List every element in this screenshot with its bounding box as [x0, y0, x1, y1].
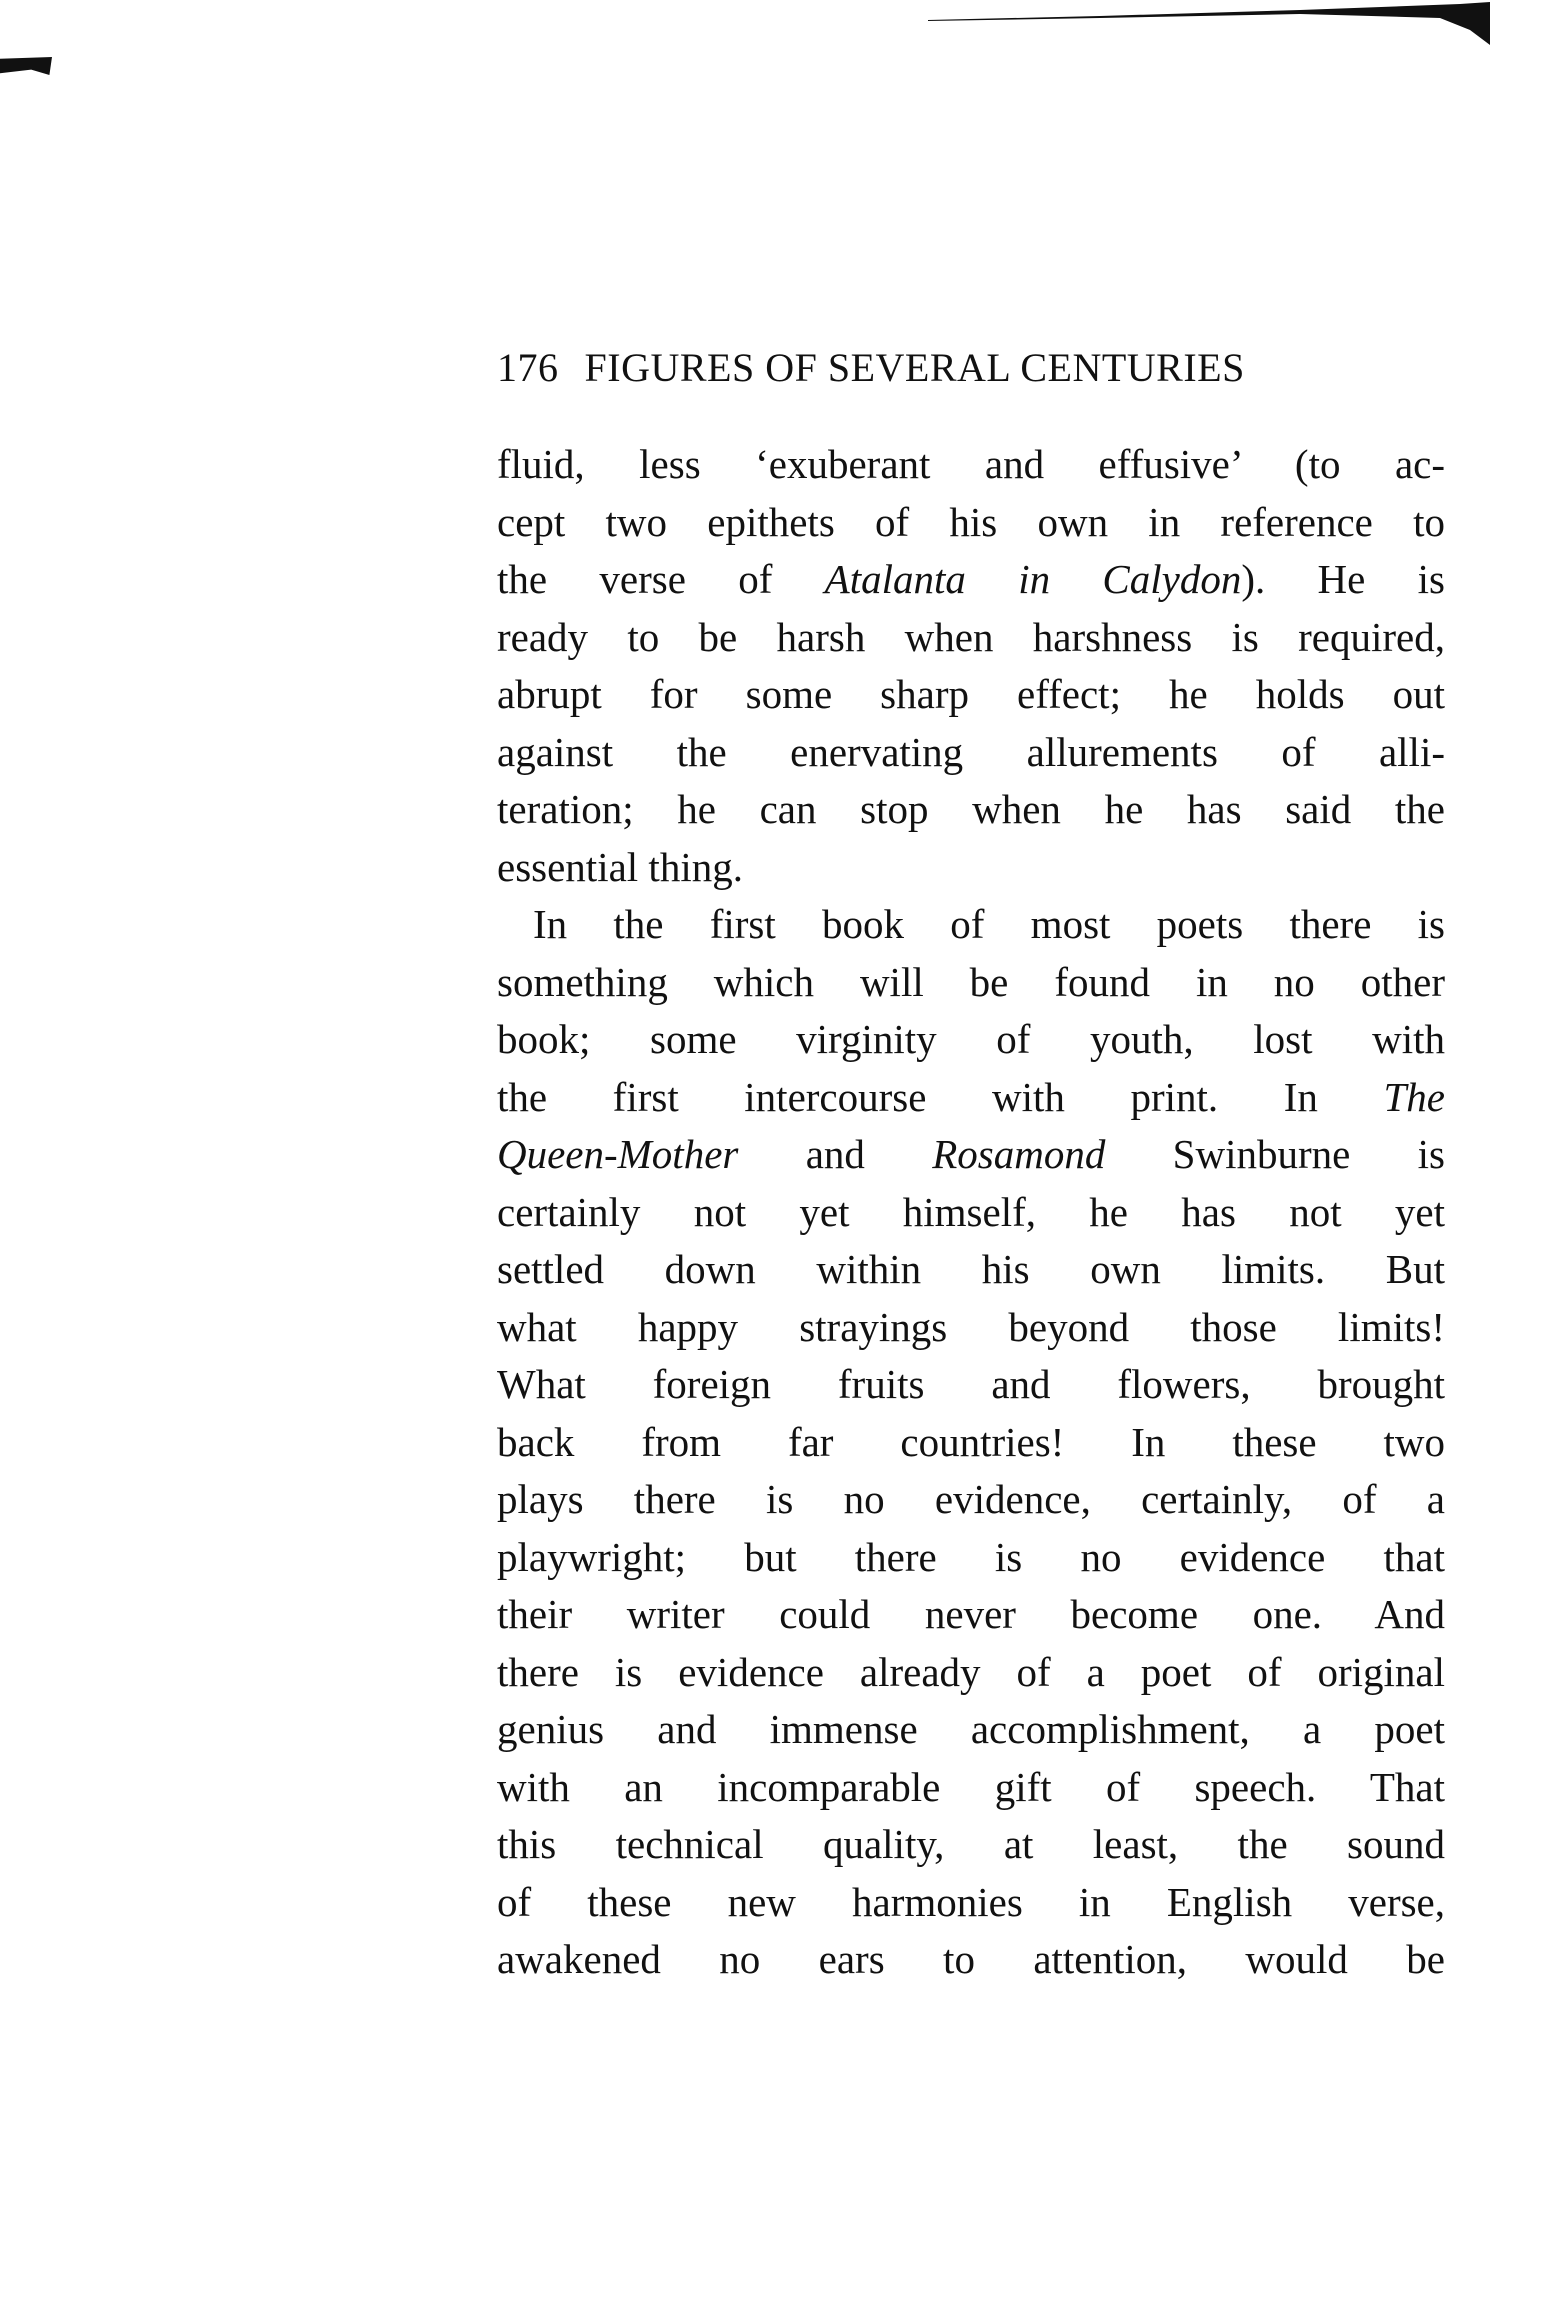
italic-title: Atalanta in Calydon	[824, 556, 1242, 602]
text-line	[497, 1299, 1445, 1357]
text-segment: plays there is no evidence, certainly, of a	[497, 1476, 1445, 1522]
text-segment: back from far countries! In these two	[497, 1418, 1445, 1465]
text-line	[497, 839, 1445, 897]
italic-title: Queen-Mother	[497, 1131, 739, 1177]
text-line	[497, 609, 1445, 667]
text-segment: certainly not yet himself, he has not yet	[497, 1188, 1445, 1235]
text-line	[497, 1471, 1445, 1529]
scan-edge-shadow	[900, 0, 1552, 60]
text-line	[497, 724, 1445, 782]
text-segment: book; some virginity of youth, lost with	[497, 1016, 1445, 1062]
text-segment: What foreign fruits and flowers, brought	[497, 1361, 1445, 1407]
text-line	[497, 1241, 1445, 1299]
text-segment: the first intercourse with print. In	[497, 1073, 1384, 1120]
text-line	[497, 1356, 1445, 1414]
text-segment: there is evidence already of a poet of original	[497, 1648, 1445, 1695]
text-line	[497, 1414, 1445, 1472]
text-segment: of these new harmonies in English verse,	[497, 1878, 1445, 1925]
text-segment: their writer could never become one. And	[497, 1591, 1445, 1637]
text-line	[497, 1011, 1445, 1069]
text-segment: playwright; but there is no evidence that	[497, 1533, 1445, 1580]
italic-title: Rosamond	[932, 1131, 1106, 1177]
text-line	[497, 1874, 1445, 1932]
text-line	[497, 1069, 1445, 1127]
running-title: FIGURES OF SEVERAL CENTURIES	[584, 345, 1245, 390]
text-line	[497, 436, 1445, 494]
text-line	[497, 1816, 1445, 1874]
text-segment: with an incomparable gift of speech. That	[497, 1763, 1445, 1810]
text-segment: what happy strayings beyond those limits!	[497, 1303, 1445, 1350]
running-header	[497, 340, 1421, 396]
text-segment: fluid, less ‘exuberant and effusive’ (to ac-	[497, 441, 1445, 487]
text-line	[497, 1644, 1445, 1702]
text-segment: this technical quality, at least, the sound	[497, 1821, 1445, 1867]
text-segment: ready to be harsh when harshness is required,	[497, 613, 1445, 660]
text-segment: teration; he can stop when he has said the	[497, 786, 1445, 832]
text-line	[497, 551, 1445, 609]
text-segment: In the first book of most poets there is	[533, 901, 1445, 947]
text-line	[497, 494, 1445, 552]
text-line	[497, 1126, 1445, 1184]
text-segment: cept two epithets of his own in reference to	[497, 498, 1445, 545]
text-line	[497, 896, 1445, 954]
text-line	[497, 1931, 1445, 1989]
text-segment: Swinburne is	[1105, 1131, 1446, 1177]
text-line	[497, 1759, 1445, 1817]
text-segment: essential thing.	[497, 843, 743, 890]
text-line	[497, 1586, 1445, 1644]
body-text	[497, 436, 1445, 1989]
text-segment: something which will be found in no other	[497, 958, 1445, 1005]
text-line	[497, 781, 1445, 839]
text-segment: settled down within his own limits. But	[497, 1246, 1445, 1292]
text-line	[497, 1701, 1445, 1759]
text-line	[497, 954, 1445, 1012]
text-segment: ). He is	[1241, 556, 1445, 602]
text-segment: and	[738, 1131, 933, 1177]
text-line	[497, 1529, 1445, 1587]
italic-title: The	[1383, 1073, 1445, 1120]
text-segment: abrupt for some sharp effect; he holds out	[497, 671, 1445, 717]
text-segment: the verse of	[497, 556, 825, 602]
text-segment: genius and immense accomplishment, a poet	[497, 1706, 1445, 1752]
text-line	[497, 666, 1445, 724]
text-segment: awakened no ears to attention, would be	[497, 1936, 1445, 1982]
text-line	[497, 1184, 1445, 1242]
page-number: 176	[497, 345, 559, 390]
text-segment: against the enervating allurements of alli-	[497, 728, 1445, 775]
scan-artifact-mark	[0, 57, 52, 75]
